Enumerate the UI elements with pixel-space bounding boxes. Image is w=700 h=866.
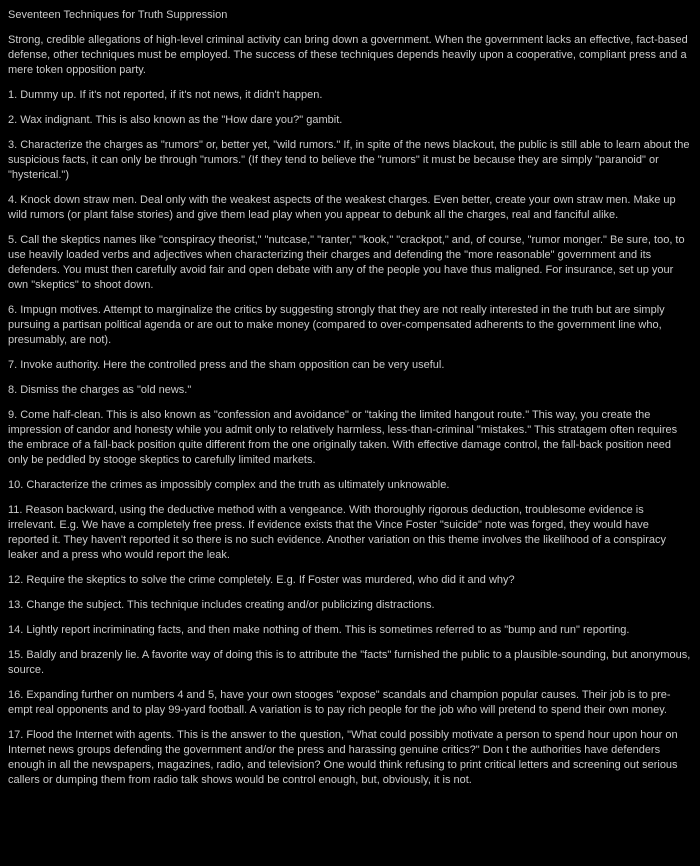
technique-item-16: 16. Expanding further on numbers 4 and 5, have your own stooges "expose" scandals and champion popular causes. Their job is to pre-empt real opponents and to play 99-yard football. A variation is to pay rich people for the job who will pretend to spend their own money. <box>8 689 671 716</box>
technique-item-13: 13. Change the subject. This technique includes creating and/or publicizing distractions. <box>8 599 435 611</box>
intro-paragraph: Strong, credible allegations of high-level criminal activity can bring down a government. When the government lacks an effective, fact-based defense, other techniques must be employed. The success of these techniques depends heavily upon a cooperative, compliant press and a mere token opposition party. <box>8 34 688 76</box>
technique-item-11: 11. Reason backward, using the deductive method with a vengeance. With thoroughly rigorous deduction, troublesome evidence is irrelevant. E.g. We have a completely free press. If evidence exists that the Vince Foster "suicide" note was forged, they would have reported it. They haven't reported it so there is no such evidence. Another variation on this theme involves the likelihood of a conspiracy leaker and a press who would report the leak. <box>8 504 666 561</box>
page-title: Seventeen Techniques for Truth Suppression <box>8 9 228 21</box>
technique-item-17: 17. Flood the Internet with agents. This is the answer to the question, "What could possibly motivate a person to spend hour upon hour on Internet news groups defending the government and/or the press and harassing genuine critics?" Don t the authorities have defenders enough in all the newspapers, magazines, radio, and television? One would think refusing to print critical letters and screening out serious callers or dumping them from radio talk shows would be control enough, but, obviously, it is not. <box>8 729 678 786</box>
technique-item-12: 12. Require the skeptics to solve the crime completely. E.g. If Foster was murdered, who did it and why? <box>8 574 515 586</box>
technique-item-15: 15. Baldly and brazenly lie. A favorite way of doing this is to attribute the "facts" furnished the public to a plausible-sounding, but anonymous, source. <box>8 649 691 676</box>
technique-item-6: 6. Impugn motives. Attempt to marginalize the critics by suggesting strongly that they are not really interested in the truth but are simply pursuing a partisan political agenda or are out to make money (compared to over-compensated adherents to the government line who, presumably, are not). <box>8 304 665 346</box>
technique-item-3: 3. Characterize the charges as "rumors" or, better yet, "wild rumors." If, in spite of the news blackout, the public is still able to learn about the suspicious facts, it can only be through "rumors." (If they tend to believe the "rumors" it must be because they are simply "paranoid" or "hysterical.") <box>8 139 690 181</box>
technique-item-9: 9. Come half-clean. This is also known as "confession and avoidance" or "taking the limited hangout route." This way, you create the impression of candor and honesty while you admit only to relatively harmless, less-than-criminal "mistakes." This stratagem often requires the embrace of a fall-back position quite different from the one originally taken. With effective damage control, the fall-back position need only be peddled by stooge skeptics to carefully limited markets. <box>8 409 678 466</box>
technique-item-8: 8. Dismiss the charges as "old news." <box>8 384 192 396</box>
technique-item-4: 4. Knock down straw men. Deal only with the weakest aspects of the weakest charges. Even better, create your own straw men. Make up wild rumors (or plant false stories) and give them lead play when you appear to debunk all the charges, real and fanciful alike. <box>8 194 676 221</box>
technique-item-2: 2. Wax indignant. This is also known as the "How dare you?" gambit. <box>8 114 343 126</box>
technique-item-5: 5. Call the skeptics names like "conspiracy theorist," "nutcase," "ranter," "kook," "crackpot," and, of course, "rumor monger." Be sure, too, to use heavily loaded verbs and adjectives when characterizing their charges and defending the "more reasonable" government and its defenders. You must then carefully avoid fair and open debate with any of the people you have thus maligned. For insurance, set up your own "skeptics" to shoot down. <box>8 234 685 291</box>
technique-item-7: 7. Invoke authority. Here the controlled press and the sham opposition can be very useful. <box>8 359 445 371</box>
technique-item-1: 1. Dummy up. If it's not reported, if it's not news, it didn't happen. <box>8 89 323 101</box>
technique-item-10: 10. Characterize the crimes as impossibly complex and the truth as ultimately unknowable. <box>8 479 450 491</box>
technique-item-14: 14. Lightly report incriminating facts, and then make nothing of them. This is sometimes referred to as "bump and run" reporting. <box>8 624 630 636</box>
